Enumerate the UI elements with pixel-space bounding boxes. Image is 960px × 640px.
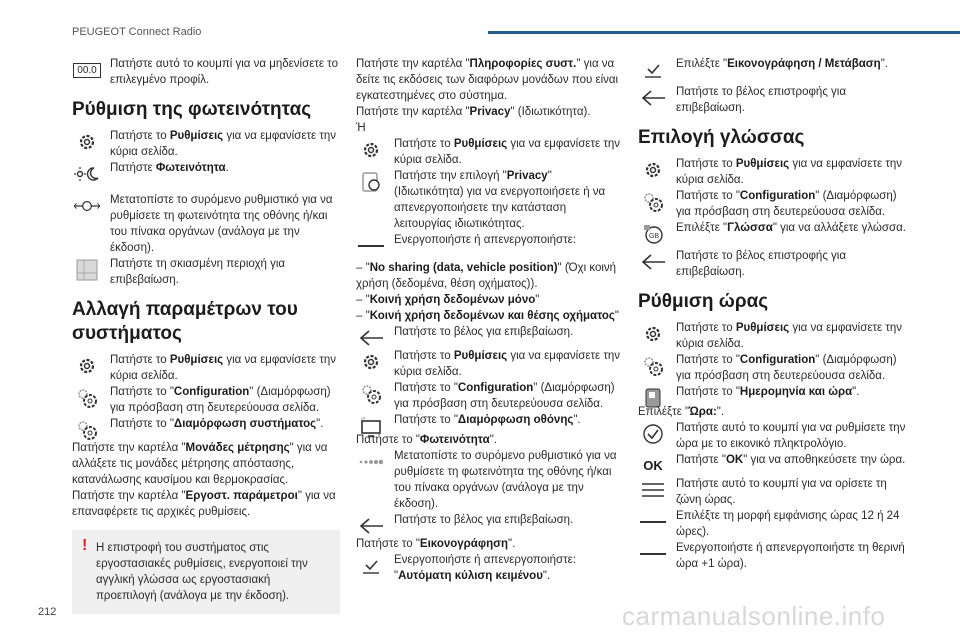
animation-confirm: Πατήστε το βέλος επιστροφής για επιβεβαίωση. — [638, 84, 906, 116]
column-2 — [356, 56, 624, 584]
params-units: Πατήστε την καρτέλα "Μονάδες μέτρησης" για να αλλάξετε τις μονάδες μέτρησης απόστασης, κατανάλωσης καυσίμου και θερμοκρασίας. — [72, 442, 328, 486]
time-step-4: Επιλέξτε "Ώρα:". — [638, 406, 725, 418]
slider-icon[interactable] — [74, 194, 100, 218]
configuration-icon[interactable] — [74, 386, 100, 410]
note-box: ! Η επιστροφή του συστήματος στις εργοστασιακές ρυθμίσεις, ενεργοποιεί την αγγλική γλώσσα ως εργοστασιακή προεπιλογή (ανάλογα με την έκδοση). — [72, 530, 340, 614]
params-step-3: Πατήστε το "Διαμόρφωση συστήματος". — [72, 416, 340, 432]
privacy-step-1: Πατήστε το Ρυθμίσεις για να εμφανίσετε την κύρια σελίδα. — [356, 136, 624, 168]
lang-confirm: Πατήστε το βέλος επιστροφής για επιβεβαίωση. — [638, 248, 906, 280]
heading-brightness: Ρύθμιση της φωτεινότητας — [72, 99, 312, 120]
screen-step-5: Μετατοπίστε το συρόμενο ρυθμιστικό για να ρυθμίσετε τη φωτεινότητα της οθόνης ή/και του πίνακα οργάνων (ανάλογα με την έκδοση). — [356, 448, 624, 512]
heading-time: Ρύθμιση ώρας — [638, 291, 769, 312]
heading-language: Επιλογή γλώσσας — [638, 127, 805, 148]
checkbox-icon[interactable] — [358, 554, 384, 578]
screen-step-2: Πατήστε το "Configuration" (Διαμόρφωση) για πρόσβαση στη δευτερεύουσα σελίδα. — [356, 380, 624, 412]
time-step-9: Ενεργοποιήστε ή απενεργοποιήστε τη θερινή ώρα +1 ώρα). — [638, 540, 906, 572]
column-1 — [72, 56, 340, 614]
screen-step-4: Πατήστε το "Φωτεινότητα". — [356, 434, 497, 446]
system-config-icon[interactable] — [74, 418, 100, 442]
animation-step: Πατήστε το "Εικονογράφηση". — [356, 538, 516, 550]
sun-moon-icon[interactable] — [74, 162, 100, 186]
screen-confirm: Πατήστε το βέλος για επιβεβαίωση. — [356, 512, 624, 528]
time-step-6: OK Πατήστε "OK" για να αποθηκεύσετε την ώρα. — [638, 452, 906, 468]
gear-icon[interactable] — [640, 158, 666, 182]
column-3 — [638, 56, 906, 572]
brightness-step-3: Μετατοπίστε το συρόμενο ρυθμιστικό για να ρυθμίσετε τη φωτεινότητα της οθόνης ή/και του πίνακα οργάνων (ανάλογα με την έκδοση). — [72, 192, 340, 256]
ok-button-icon[interactable]: OK — [643, 458, 663, 473]
privacy-option-3: – "Κοινή χρήση δεδομένων και θέσης οχήματος" — [356, 310, 619, 322]
time-step-3: Πατήστε το "Ημερομηνία και ώρα". — [638, 384, 906, 400]
menu-icon[interactable] — [640, 478, 666, 502]
screen-step-1: Πατήστε το Ρυθμίσεις για να εμφανίσετε την κύρια σελίδα. — [356, 348, 624, 380]
back-arrow-icon[interactable] — [358, 514, 384, 538]
screen-step-3: Πατήστε το "Διαμόρφωση οθόνης". — [356, 412, 624, 428]
gear-icon[interactable] — [358, 350, 384, 374]
params-step-2: Πατήστε το "Configuration" (Διαμόρφωση) για πρόσβαση στη δευτερεύουσα σελίδα. — [72, 384, 340, 416]
back-arrow-icon[interactable] — [358, 326, 384, 350]
brightness-step-4: Πατήστε τη σκιασμένη περιοχή για επιβεβαίωση. — [72, 256, 340, 288]
toggle-icon[interactable] — [358, 234, 384, 258]
checkbox-icon[interactable] — [640, 58, 666, 82]
gear-icon[interactable] — [74, 354, 100, 378]
privacy-step-2: Πατήστε την επιλογή "Privacy" (Ιδιωτικότητα) για να ενεργοποιήσετε ή να απενεργοποιήσετε την κατάσταση λειτουργίας ιδιωτικότητας. — [356, 168, 624, 232]
time-step-7: Πατήστε αυτό το κουμπί για να ορίσετε τη ζώνη ώρας. — [638, 476, 906, 508]
privacy-tab: Πατήστε την καρτέλα "Privacy" (Ιδιωτικότητα). — [356, 106, 591, 118]
reset-profile-row: 00.0 Πατήστε αυτό το κουμπί για να μηδενίσετε το επιλεγμένο προφίλ. — [72, 56, 340, 88]
privacy-option-2: – "Κοινή χρήση δεδομένων μόνο" — [356, 294, 540, 306]
gear-icon[interactable] — [358, 138, 384, 162]
svg-text:GB: GB — [648, 233, 660, 240]
language-flag-icon[interactable] — [640, 222, 666, 246]
back-arrow-icon[interactable] — [640, 250, 666, 274]
page-number: 212 — [38, 606, 57, 618]
time-step-5: Πατήστε αυτό το κουμπί για να ρυθμίσετε την ώρα με το εικονικό πληκτρολόγιο. — [638, 420, 906, 452]
back-arrow-icon[interactable] — [640, 86, 666, 110]
privacy-option-1: – "No sharing (data, vehicle position)" (Όχι κοινή χρήση (δεδομένα, θέση οχήματος)). — [356, 262, 617, 290]
heading-system-params: Αλλαγή παραμέτρων του συστήματος — [72, 299, 298, 344]
lang-step-3: GB Επιλέξτε "Γλώσσα" για να αλλάξετε γλώσσα. — [638, 220, 906, 236]
animation-select: Επιλέξτε "Εικονογράφηση / Μετάβαση". — [638, 56, 906, 72]
privacy-step-3: Ενεργοποιήστε ή απενεργοποιήστε: — [356, 232, 624, 248]
time-step-2: Πατήστε το "Configuration" (Διαμόρφωση) για πρόσβαση στη δευτερεύουσα σελίδα. — [638, 352, 906, 384]
brightness-dots-icon[interactable] — [358, 450, 384, 474]
or-text: Ή — [356, 122, 366, 134]
brightness-step-2: Πατήστε Φωτεινότητα. — [72, 160, 340, 176]
toggle-icon[interactable] — [640, 510, 666, 534]
configuration-icon[interactable] — [640, 190, 666, 214]
params-step-1: Πατήστε το Ρυθμίσεις για να εμφανίσετε την κύρια σελίδα. — [72, 352, 340, 384]
brightness-step-1: Πατήστε το Ρυθμίσεις για να εμφανίσετε την κύρια σελίδα. — [72, 128, 340, 160]
lang-step-1: Πατήστε το Ρυθμίσεις για να εμφανίσετε την κύρια σελίδα. — [638, 156, 906, 188]
counter-reset-icon[interactable]: 00.0 — [74, 58, 100, 82]
gear-icon[interactable] — [640, 322, 666, 346]
shaded-area-icon[interactable] — [74, 258, 100, 282]
header-accent-bar — [488, 31, 960, 34]
system-info: Πατήστε την καρτέλα "Πληροφορίες συστ." για να δείτε τις εκδόσεις των διαφόρων μονάδων που είναι εγκατεστημένες στο σύστημα. — [356, 58, 619, 102]
time-step-1: Πατήστε το Ρυθμίσεις για να εμφανίσετε την κύρια σελίδα. — [638, 320, 906, 352]
configuration-icon[interactable] — [640, 354, 666, 378]
toggle-icon[interactable] — [640, 542, 666, 566]
configuration-icon[interactable] — [358, 382, 384, 406]
auto-scroll-row: Ενεργοποιήστε ή απενεργοποιήστε: "Αυτόματη κύλιση κειμένου". — [356, 552, 624, 584]
privacy-icon[interactable] — [358, 170, 384, 194]
time-step-8: Επιλέξτε τη μορφή εμφάνισης ώρας 12 ή 24 ώρες). — [638, 508, 906, 540]
watermark: carmanualsonline.info — [622, 601, 886, 631]
warning-icon: ! — [82, 537, 88, 554]
params-factory: Πατήστε την καρτέλα "Εργοστ. παράμετροι" για να επαναφέρετε τις αρχικές ρυθμίσεις. — [72, 490, 336, 518]
gear-icon[interactable] — [74, 130, 100, 154]
privacy-confirm: Πατήστε το βέλος για επιβεβαίωση. — [356, 324, 624, 340]
lang-step-2: Πατήστε το "Configuration" (Διαμόρφωση) για πρόσβαση στη δευτερεύουσα σελίδα. — [638, 188, 906, 220]
header-title: PEUGEOT Connect Radio — [72, 26, 202, 38]
keyboard-check-icon[interactable] — [640, 422, 666, 446]
